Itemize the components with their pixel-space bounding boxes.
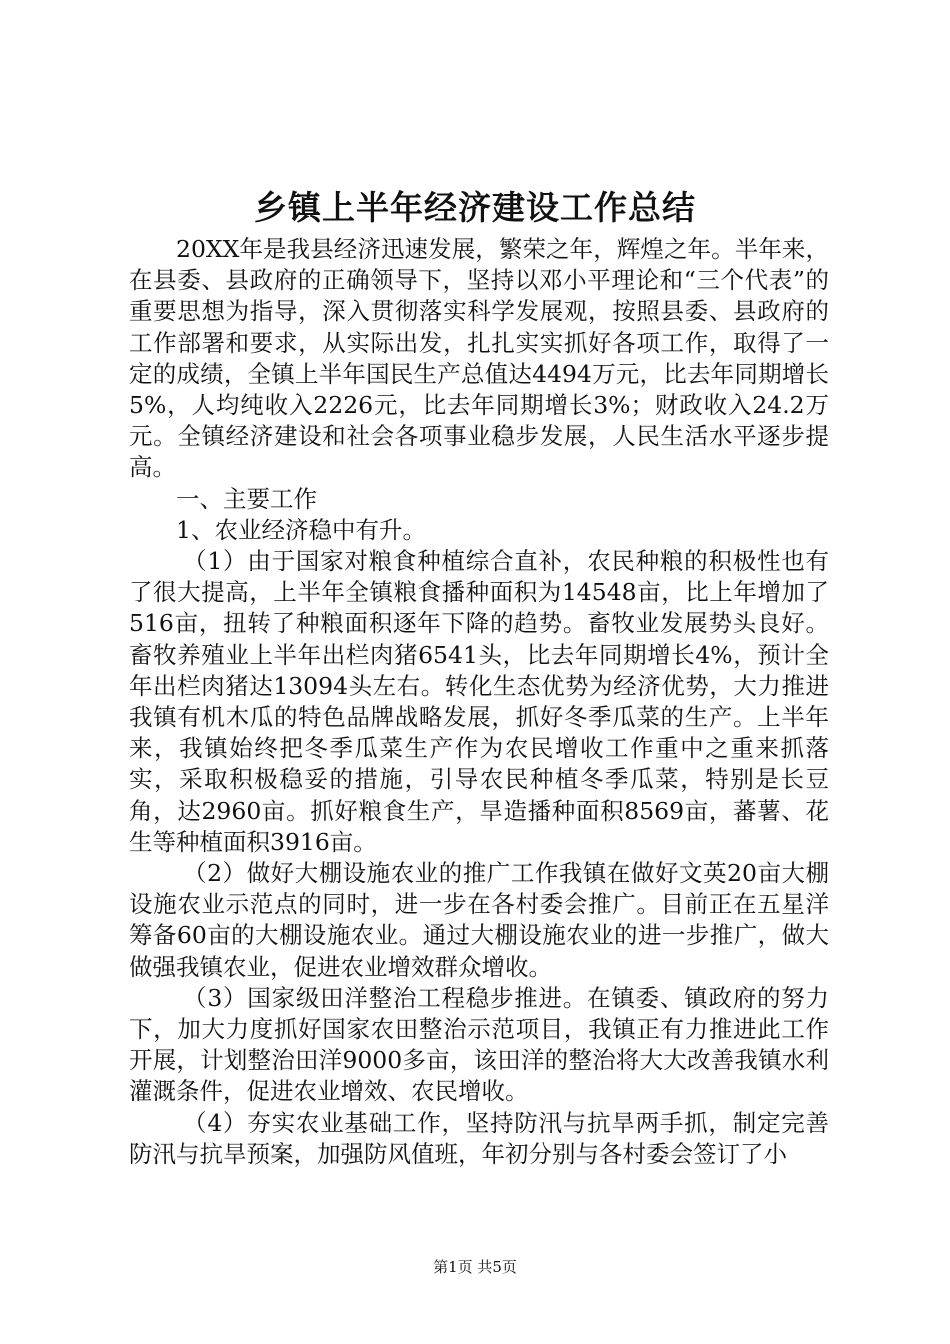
document-body bbox=[129, 234, 829, 1170]
paragraph-intro: 20XX年是我县经济迅速发展，繁荣之年，辉煌之年。半年来，在县委、县政府的正确领导下，坚持以邓小平理论和“三个代表”的重要思想为指导，深入贯彻落实科学发展观，按照县委、县政府的工作部署和要求，从实际出发，扎扎实实抓好各项工作，取得了一定的成绩，全镇上半年国民生产总值达4494万元，比去年同期增长5%，人均纯收入2226元，比去年同期增长3%；财政收入24.2万元。全镇经济建设和社会各项事业稳步发展，人民生活水平逐步提高。 bbox=[129, 235, 829, 482]
section-heading-main-work: 一、主要工作 bbox=[176, 484, 317, 513]
page-footer: 第1页 共5页 bbox=[433, 1258, 517, 1276]
paragraph-item-3: （3）国家级田洋整治工程稳步推进。在镇委、镇政府的努力下，加大力度抓好国家农田整治示范项目，我镇正有力推进此工作开展，计划整治田洋9000多亩，该田洋的整治将大大改善我镇水利灌溉条件，促进农业增效、农民增收。 bbox=[129, 983, 829, 1106]
paragraph-item-2: （2）做好大棚设施农业的推广工作我镇在做好文英20亩大棚设施农业示范点的同时，进一步在各村委会推广。目前正在五星洋筹备60亩的大棚设施农业。通过大棚设施农业的进一步推广，做大做强我镇农业，促进农业增效群众增收。 bbox=[129, 859, 829, 981]
subsection-heading-agriculture: 1、农业经济稳中有升。 bbox=[176, 515, 426, 544]
document-title: 乡镇上半年经济建设工作总结 bbox=[254, 188, 696, 227]
paragraph-item-4: （4）夯实农业基础工作，坚持防汛与抗旱两手抓，制定完善防汛与抗旱预案，加强防风值班，年初分别与各村委会签订了小 bbox=[129, 1108, 829, 1168]
paragraph-item-1: （1）由于国家对粮食种植综合直补，农民种粮的积极性也有了很大提高，上半年全镇粮食播种面积为14548亩，比上年增加了516亩，扭转了种粮面积逐年下降的趋势。畜牧业发展势头良好。畜牧养殖业上半年出栏肉猪6541头，比去年同期增长4%，预计全年出栏肉猪达13094头左右。转化生态优势为经济优势，大力推进我镇有机木瓜的特色品牌战略发展，抓好冬季瓜菜的生产。上半年来，我镇始终把冬季瓜菜生产作为农民增收工作重中之重来抓落实，采取积极稳妥的措施，引导农民种植冬季瓜菜，特别是长豆角，达2960亩。抓好粮食生产，旱造播种面积8569亩，蕃薯、花生等种植面积3916亩。 bbox=[129, 547, 829, 856]
